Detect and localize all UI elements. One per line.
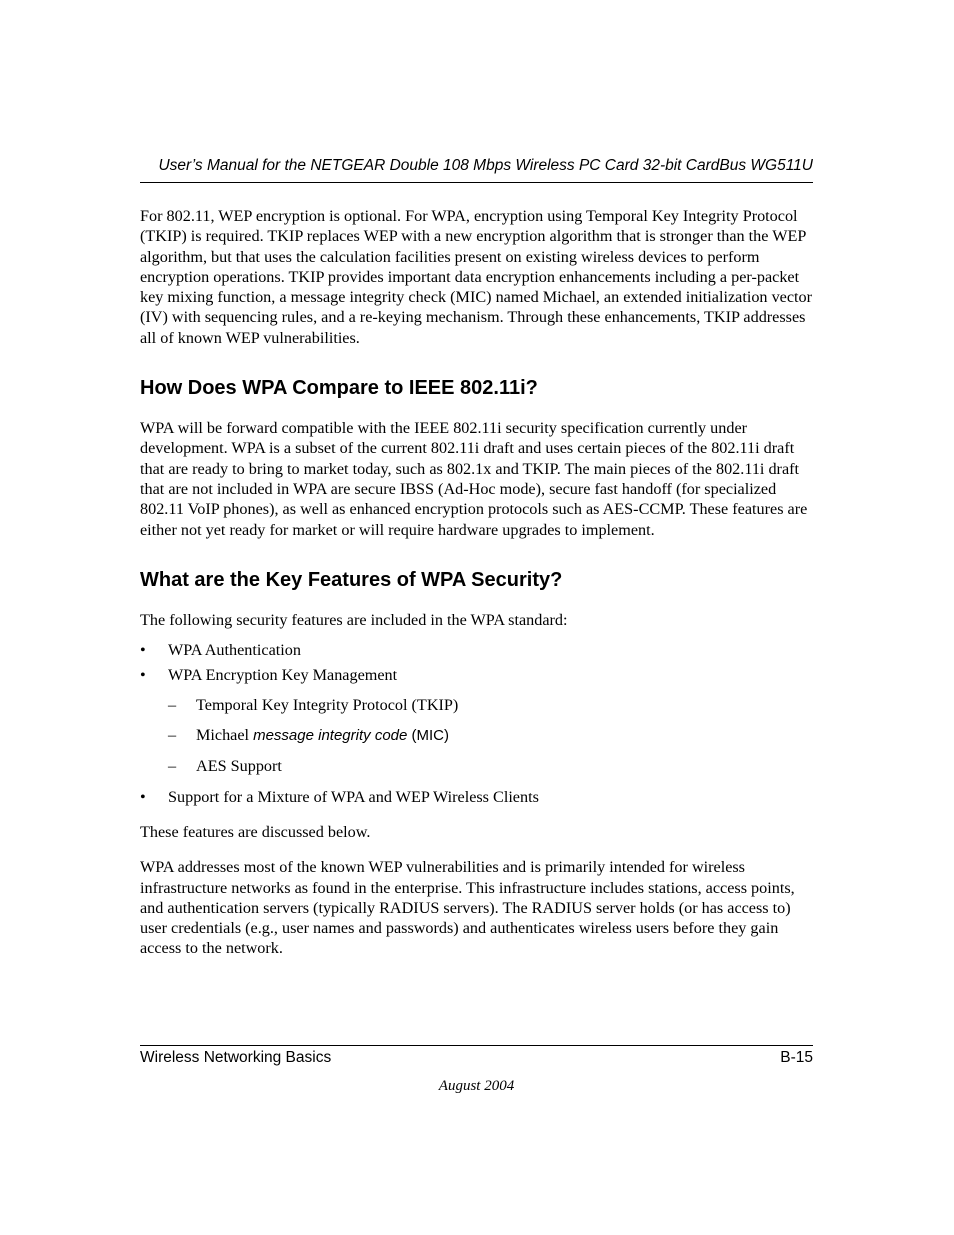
sub-list-item-text: Michael [196, 726, 254, 745]
sub-list-item [168, 756, 813, 776]
discussed-paragraph: These features are discussed below. [140, 822, 371, 841]
sub-list-item-text: Temporal Key Integrity Protocol (TKIP) [196, 695, 459, 714]
list-item-text: WPA Authentication [168, 641, 301, 660]
sub-list-item-suffix: (MIC) [407, 727, 449, 745]
closing-paragraph: WPA addresses most of the known WEP vulnerabilities and is primarily intended for wireless infrastructure networks as found in the enterprise. This infrastructure includes stations, access points, and authentication servers (typically RADIUS servers). The RADIUS server holds (or has access to) user credentials (e.g., user names and passwords) and authenticates wireless users before they gain access to the network. [140, 858, 795, 958]
bullet-marker: • [140, 666, 146, 685]
page-content [140, 206, 813, 959]
list-item [140, 640, 813, 660]
page-footer [140, 1045, 813, 1068]
list-item [140, 787, 813, 807]
features-lead-paragraph: The following security features are included in the WPA standard: [140, 610, 568, 629]
list-item-text: WPA Encryption Key Management [168, 666, 398, 685]
bullet-marker: • [140, 787, 146, 806]
sub-feature-list [168, 695, 813, 777]
dash-marker: – [168, 757, 177, 776]
sub-list-item-emphasis: message integrity code [253, 727, 408, 745]
sub-list-item [168, 695, 813, 715]
section-heading-key-features: What are the Key Features of WPA Security? [140, 568, 563, 591]
running-header: User’s Manual for the NETGEAR Double 108 Mbps Wireless PC Card 32-bit CardBus WG511U [140, 156, 813, 183]
list-item-text: Support for a Mixture of WPA and WEP Wireless Clients [168, 787, 539, 806]
bullet-marker: • [140, 641, 146, 660]
dash-marker: – [168, 695, 177, 714]
dash-marker: – [168, 726, 177, 745]
page-number: B-15 [780, 1049, 813, 1066]
section-heading-wpa-vs-80211i: How Does WPA Compare to IEEE 802.11i? [140, 377, 538, 400]
feature-list [140, 640, 813, 807]
list-item [140, 665, 813, 776]
footer-date: August 2004 [438, 1078, 515, 1094]
sub-list-item [168, 725, 813, 746]
sub-list-item-text: AES Support [196, 757, 282, 776]
wpa-compare-paragraph: WPA will be forward compatible with the IEEE 802.11i security specification currently under development. WPA is a subset of the current 802.11i draft and uses certain pieces of the 802.11i draft that are ready to bring to market today, such as 802.1x and TKIP. The main pieces of the 802.11i draft that are not included in WPA are secure IBSS (Ad-Hoc mode), secure fast handoff (for specialized 802.11 VoIP phones), as well as enhanced encryption protocols such as AES-CCMP. These features are either not yet ready for market or will require hardware upgrades to implement. [140, 419, 808, 539]
intro-paragraph: For 802.11, WEP encryption is optional. For WPA, encryption using Temporal Key Integrity Protocol (TKIP) is required. TKIP replaces WEP with a new encryption algorithm that is stronger than the WEP algorithm, but that uses the calculation facilities present on existing wireless devices to perform encryption operations. TKIP provides important data encryption enhancements including a per-packet key mixing function, a message integrity check (MIC) named Michael, an extended initialization vector (IV) with sequencing rules, and a re-keying mechanism. Through these enhancements, TKIP addresses all of known WEP vulnerabilities. [140, 207, 813, 347]
footer-section-name: Wireless Networking Basics [140, 1049, 332, 1066]
